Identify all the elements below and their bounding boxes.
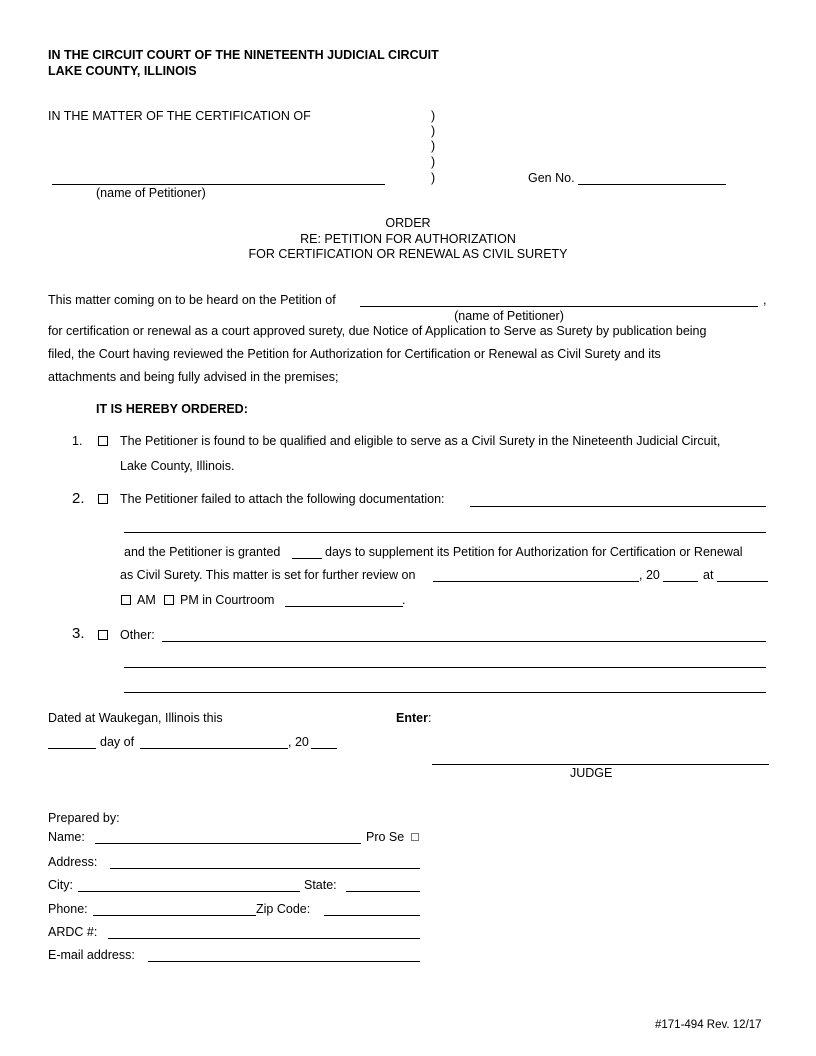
item-3-number: 3. — [72, 625, 85, 642]
item-1-number: 1. — [72, 434, 83, 448]
intro-text: This matter coming on to be heard on the Petition of — [48, 293, 336, 307]
other-line[interactable] — [162, 641, 766, 642]
county-name: LAKE COUNTY, ILLINOIS — [48, 64, 197, 78]
pm-checkbox[interactable] — [164, 595, 174, 605]
caption-paren: ) — [431, 171, 436, 185]
documentation-line[interactable] — [470, 506, 766, 507]
day-of-text: day of — [100, 735, 135, 749]
caption-paren: ) — [431, 155, 436, 169]
item-2-days-text: and the Petitioner is granted — [124, 545, 281, 559]
review-at-text: at — [703, 568, 714, 582]
name-line[interactable] — [95, 843, 361, 844]
ordered-heading: IT IS HEREBY ORDERED: — [96, 402, 248, 416]
zip-label: Zip Code: — [256, 902, 311, 916]
item-2-text: The Petitioner failed to attach the following documentation: — [120, 492, 445, 506]
court-name: IN THE CIRCUIT COURT OF THE NINETEENTH JUDICIAL CIRCUIT — [48, 48, 439, 62]
review-time-line[interactable] — [717, 581, 768, 582]
petitioner-name-label: (name of Petitioner) — [96, 186, 206, 200]
state-label: State: — [304, 878, 337, 892]
phone-line[interactable] — [93, 915, 256, 916]
caption-paren: ) — [431, 139, 436, 153]
other-line-2[interactable] — [124, 667, 766, 668]
year-line[interactable] — [311, 748, 337, 749]
gen-no-label: Gen No. — [528, 171, 575, 185]
day-line[interactable] — [48, 748, 96, 749]
item-3-checkbox[interactable] — [98, 630, 108, 640]
body-line: attachments and being fully advised in the premises; — [48, 370, 339, 384]
order-subtitle-2: FOR CERTIFICATION OR RENEWAL AS CIVIL SURETY — [248, 247, 568, 261]
item-2-review-text: as Civil Surety. This matter is set for further review on — [120, 568, 416, 582]
days-line[interactable] — [292, 558, 322, 559]
petition-of-line[interactable] — [360, 306, 758, 307]
petitioner-name-label-2: (name of Petitioner) — [454, 309, 564, 323]
order-title: ORDER — [385, 216, 431, 230]
order-subtitle: RE: PETITION FOR AUTHORIZATION — [300, 232, 516, 246]
review-date-line[interactable] — [433, 581, 639, 582]
enter-colon: : — [428, 711, 432, 725]
form-number: #171-494 Rev. 12/17 — [655, 1019, 762, 1031]
comma: , — [763, 293, 767, 307]
year-prefix: , 20 — [288, 735, 309, 749]
ardc-line[interactable] — [108, 938, 420, 939]
state-line[interactable] — [346, 891, 420, 892]
caption-paren: ) — [431, 124, 436, 138]
pro-se-checkbox[interactable] — [411, 833, 419, 841]
petitioner-name-line[interactable] — [52, 184, 385, 185]
enter-label: Enter — [396, 711, 428, 725]
caption-paren: ) — [431, 109, 436, 123]
item-3-text: Other: — [120, 628, 155, 642]
city-line[interactable] — [78, 891, 300, 892]
address-line[interactable] — [110, 868, 420, 869]
pro-se-label: Pro Se — [366, 830, 405, 844]
prepared-by-label: Prepared by: — [48, 811, 120, 825]
dated-text: Dated at Waukegan, Illinois this — [48, 711, 223, 725]
review-year-prefix: , 20 — [639, 568, 660, 582]
item-1-text-2: Lake County, Illinois. — [120, 459, 235, 473]
gen-no-line[interactable] — [578, 184, 726, 185]
matter-caption: IN THE MATTER OF THE CERTIFICATION OF — [48, 109, 311, 123]
item-2-number: 2. — [72, 490, 85, 507]
city-label: City: — [48, 878, 73, 892]
documentation-line-2[interactable] — [124, 532, 766, 533]
body-line: for certification or renewal as a court approved surety, due Notice of Application to Serve as Surety by publication being — [48, 324, 707, 338]
ardc-label: ARDC #: — [48, 925, 98, 939]
phone-label: Phone: — [48, 902, 88, 916]
item-1-text: The Petitioner is found to be qualified and eligible to serve as a Civil Surety in the Nineteenth Judicial Circuit, — [120, 434, 721, 448]
zip-line[interactable] — [324, 915, 420, 916]
other-line-3[interactable] — [124, 692, 766, 693]
judge-signature-line[interactable] — [432, 764, 769, 765]
judge-label: JUDGE — [570, 766, 613, 780]
courtroom-line[interactable] — [285, 606, 403, 607]
courtroom-period: . — [402, 593, 406, 607]
item-2-checkbox[interactable] — [98, 494, 108, 504]
body-line: filed, the Court having reviewed the Petition for Authorization for Certification or Renewal as Civil Surety and its — [48, 347, 661, 361]
email-label: E-mail address: — [48, 948, 135, 962]
am-checkbox[interactable] — [121, 595, 131, 605]
review-year-line[interactable] — [663, 581, 698, 582]
item-1-checkbox[interactable] — [98, 436, 108, 446]
item-2-days-text-2: days to supplement its Petition for Authorization for Certification or Renewal — [325, 545, 743, 559]
name-label: Name: — [48, 830, 85, 844]
month-line[interactable] — [140, 748, 288, 749]
email-line[interactable] — [148, 961, 420, 962]
pm-courtroom-label: PM in Courtroom — [180, 593, 275, 607]
address-label: Address: — [48, 855, 98, 869]
am-label: AM — [137, 593, 156, 607]
